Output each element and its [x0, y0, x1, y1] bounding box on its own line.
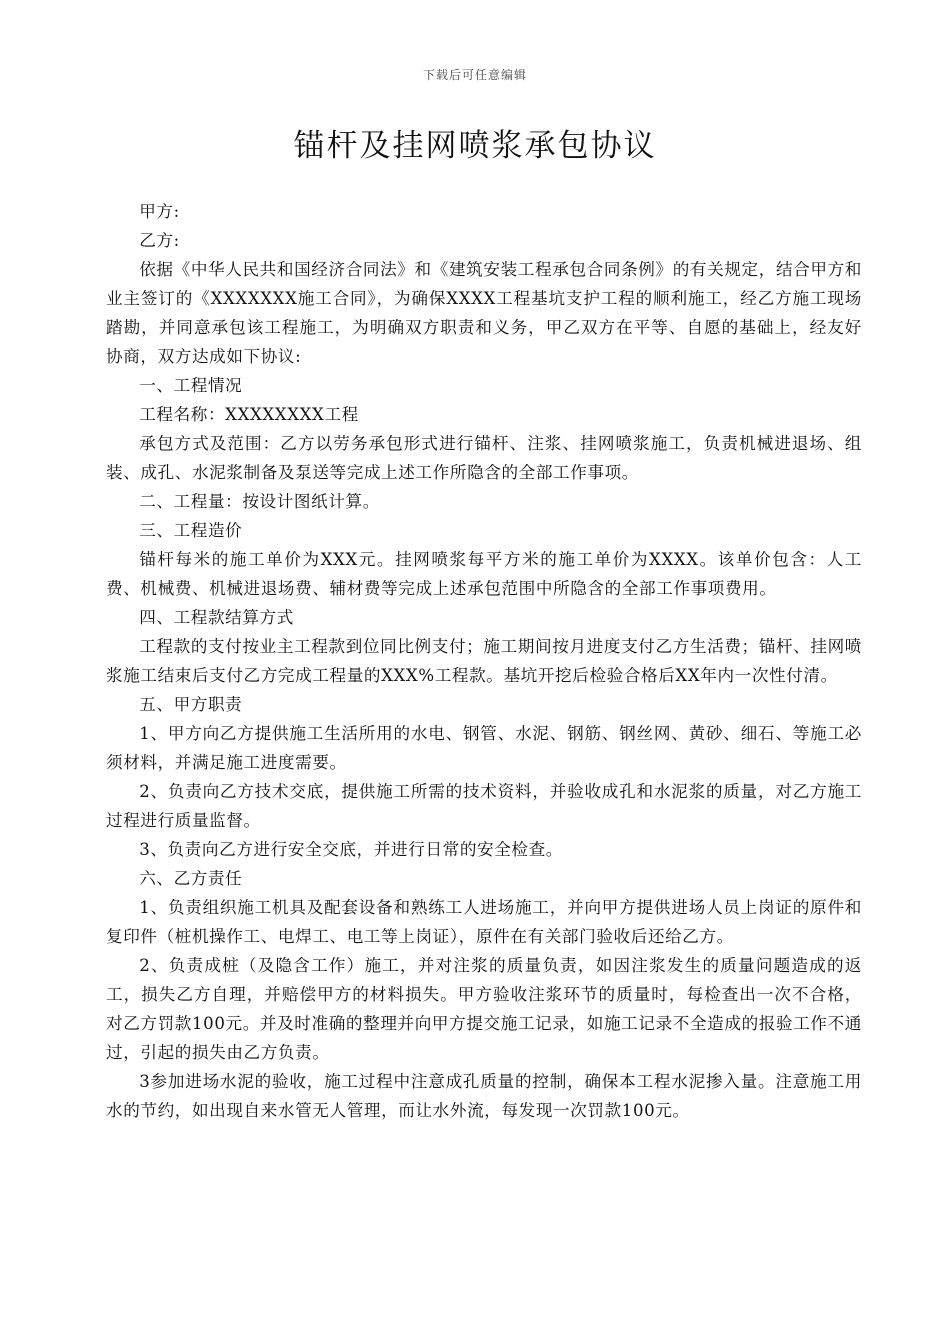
party-b-duty-1: 1、负责组织施工机具及配套设备和熟练工人进场施工，并向甲方提供进场人员上岗证的原件和复印件（桩机操作工、电焊工、电工等上岗证），原件在有关部门验收后还给乙方。 [106, 898, 862, 946]
unit-price-paragraph: 锚杆每米的施工单价为XXX元。挂网喷浆每平方米的施工单价为XXXX。该单价包含：人工费、机械费、机械进退场费、辅材费等完成上述承包范围中所隐含的全部工作事项费用。 [106, 550, 862, 598]
party-b-line: 乙方: [139, 231, 180, 250]
section-heading-quantity: 二、工程量：按设计图纸计算。 [139, 492, 380, 511]
party-a-duty-3: 3、负责向乙方进行安全交底，并进行日常的安全检查。 [139, 840, 563, 859]
preamble-paragraph: 依据《中华人民共和国经济合同法》和《建筑安装工程承包合同条例》的有关规定，结合甲方和业主签订的《XXXXXXX施工合同》，为确保XXXX工程基坑支护工程的顺利施工，经乙方施工现场踏勘，并同意承包该工程施工，为明确双方职责和义务，甲乙双方在平等、自愿的基础上，经友好协商，双方达成如下协议: [106, 260, 862, 366]
section-heading-party-a-duties: 五、甲方职责 [139, 695, 243, 714]
document-body [106, 197, 862, 1125]
party-a-duty-2: 2、负责向乙方技术交底，提供施工所需的技术资料，并验收成孔和水泥浆的质量，对乙方施工过程进行质量监督。 [106, 782, 862, 830]
section-heading-cost: 三、工程造价 [139, 521, 243, 540]
party-a-duty-1: 1、甲方向乙方提供施工生活所用的水电、钢管、水泥、钢筋、钢丝网、黄砂、细石、等施工必须材料，并满足施工进度需要。 [106, 724, 862, 772]
section-heading-project-info: 一、工程情况 [139, 376, 243, 395]
document-title: 锚杆及挂网喷浆承包协议 [293, 128, 657, 164]
section-heading-settlement: 四、工程款结算方式 [139, 608, 294, 627]
party-b-duty-2: 2、负责成桩（及隐含工作）施工，并对注浆的质量负责，如因注浆发生的质量问题造成的返工，损失乙方自理，并赔偿甲方的材料损失。甲方验收注浆环节的质量时，每检查出一次不合格，对乙方罚款100元。并及时准确的整理并向甲方提交施工记录，如施工记录不全造成的报验工作不通过，引起的损失由乙方负责。 [106, 956, 862, 1062]
party-a-line: 甲方: [139, 202, 180, 221]
page-header-note: 下载后可任意编辑 [422, 68, 527, 82]
contract-scope-paragraph: 承包方式及范围：乙方以劳务承包形式进行锚杆、注浆、挂网喷浆施工，负责机械进退场、组装、成孔、水泥浆制备及泵送等完成上述工作所隐含的全部工作事项。 [106, 434, 862, 482]
project-name-line: 工程名称：XXXXXXXX工程 [139, 405, 359, 424]
section-heading-party-b-duties: 六、乙方责任 [139, 869, 243, 888]
party-b-duty-3: 3参加进场水泥的验收，施工过程中注意成孔质量的控制，确保本工程水泥掺入量。注意施工用水的节约，如出现自来水管无人管理，而让水外流，每发现一次罚款100元。 [106, 1072, 862, 1120]
settlement-paragraph: 工程款的支付按业主工程款到位同比例支付；施工期间按月进度支付乙方生活费；锚杆、挂网喷浆施工结束后支付乙方完成工程量的XXX%工程款。基坑开挖后检验合格后XX年内一次性付清。 [106, 637, 862, 685]
